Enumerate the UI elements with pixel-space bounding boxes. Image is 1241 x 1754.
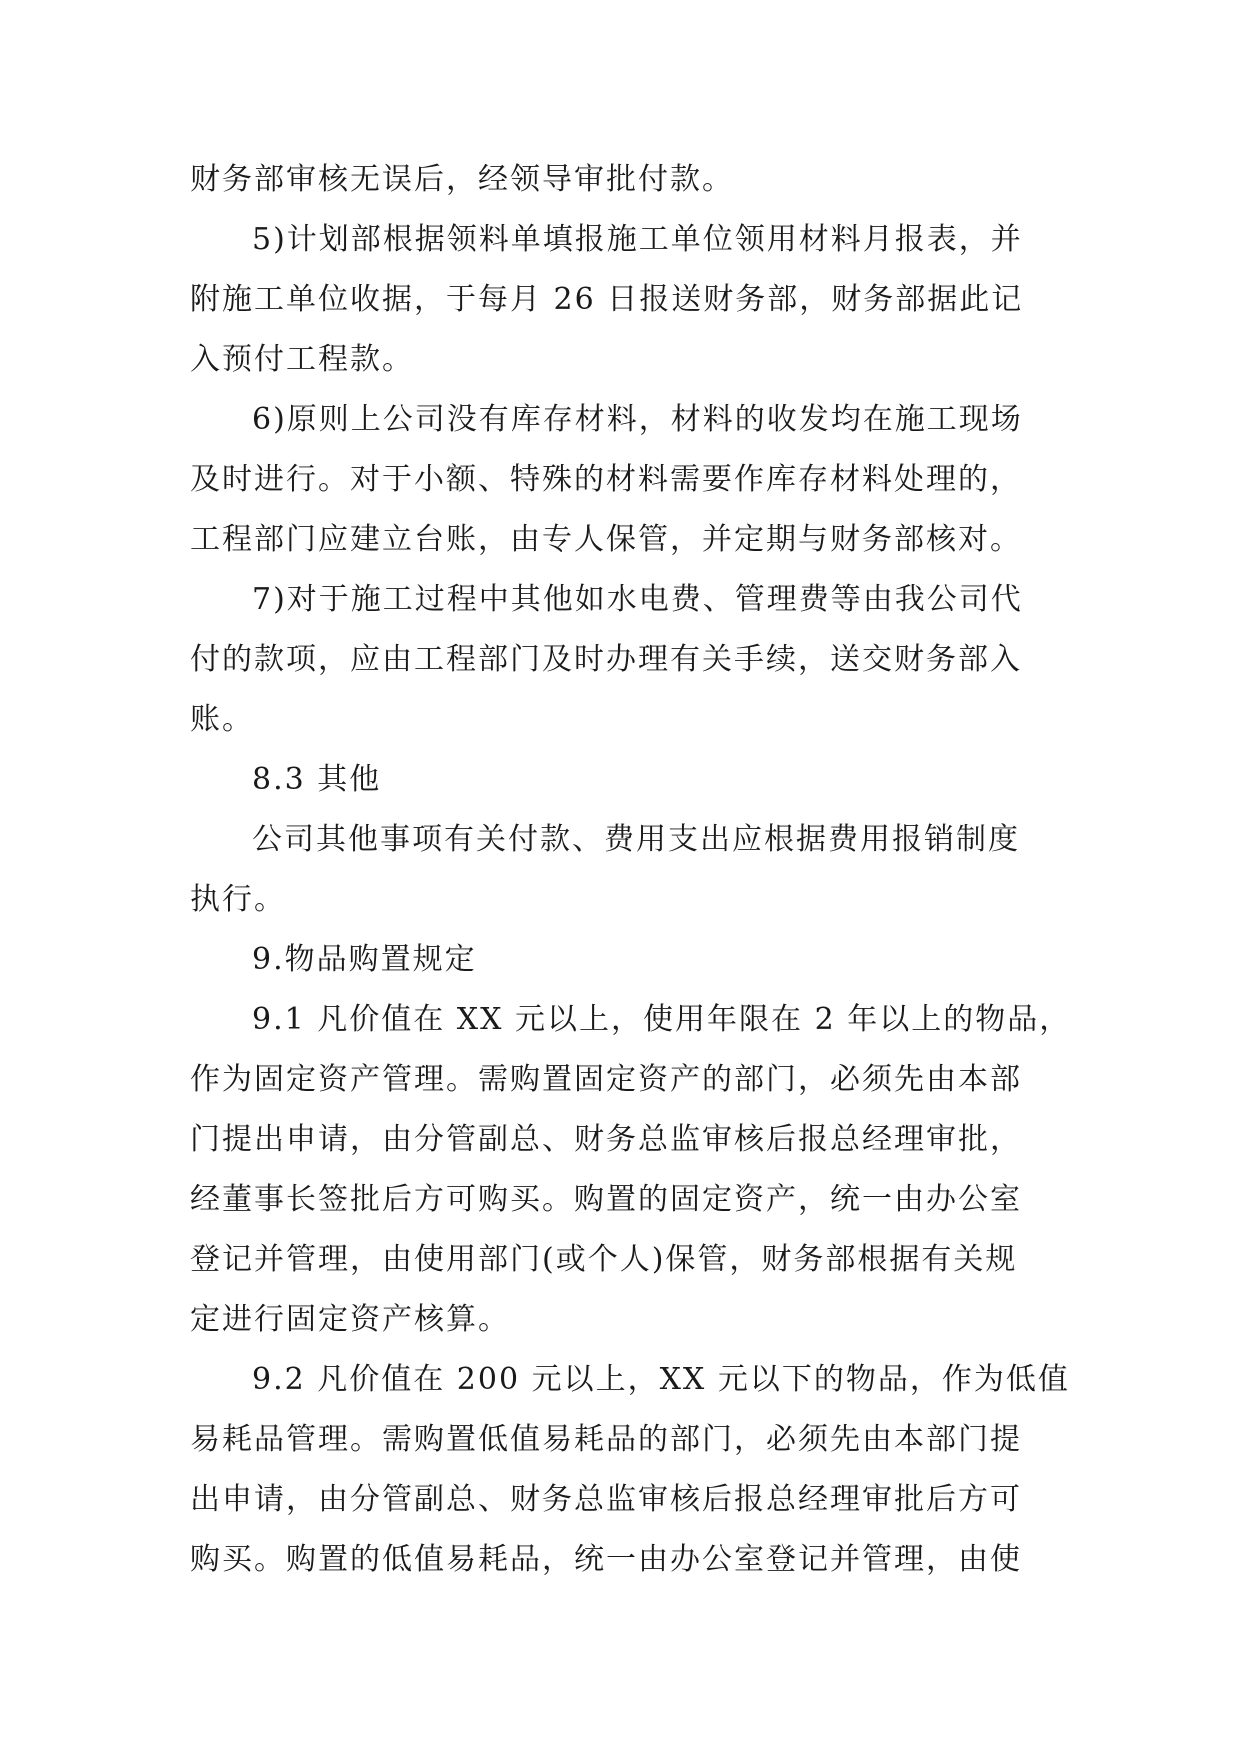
text-line: 作为固定资产管理。需购置固定资产的部门，必须先由本部 xyxy=(190,1062,1022,1097)
section-heading: 9.物品购置规定 xyxy=(252,942,477,977)
text-line: 6)原则上公司没有库存材料，材料的收发均在施工现场 xyxy=(252,402,1023,437)
text-line: 账。 xyxy=(190,702,254,737)
text-line: 出申请，由分管副总、财务总监审核后报总经理审批后方可 xyxy=(190,1482,1022,1517)
section-heading: 8.3 其他 xyxy=(252,762,382,797)
text-line: 7)对于施工过程中其他如水电费、管理费等由我公司代 xyxy=(252,582,1023,617)
text-line: 9.2 凡价值在 200 元以上，XX 元以下的物品，作为低值 xyxy=(252,1362,1070,1397)
text-line: 财务部审核无误后，经领导审批付款。 xyxy=(190,162,734,197)
text-line: 5)计划部根据领料单填报施工单位领用材料月报表，并 xyxy=(252,222,1023,257)
text-line: 定进行固定资产核算。 xyxy=(190,1302,510,1337)
text-line: 9.1 凡价值在 XX 元以上，使用年限在 2 年以上的物品， xyxy=(252,1002,1072,1037)
text-line: 执行。 xyxy=(190,882,286,917)
document-body xyxy=(190,150,1072,1590)
text-line: 入预付工程款。 xyxy=(190,342,414,377)
text-line: 登记并管理，由使用部门(或个人)保管，财务部根据有关规 xyxy=(190,1242,1018,1277)
text-line: 公司其他事项有关付款、费用支出应根据费用报销制度 xyxy=(252,822,1020,857)
text-line: 易耗品管理。需购置低值易耗品的部门，必须先由本部门提 xyxy=(190,1422,1022,1457)
text-line: 门提出申请，由分管副总、财务总监审核后报总经理审批， xyxy=(190,1122,1022,1157)
text-line: 购买。购置的低值易耗品，统一由办公室登记并管理，由使 xyxy=(190,1542,1022,1577)
text-line: 付的款项，应由工程部门及时办理有关手续，送交财务部入 xyxy=(190,642,1022,677)
text-line: 工程部门应建立台账，由专人保管，并定期与财务部核对。 xyxy=(190,522,1022,557)
text-line: 附施工单位收据，于每月 26 日报送财务部，财务部据此记 xyxy=(190,282,1024,317)
text-line: 经董事长签批后方可购买。购置的固定资产，统一由办公室 xyxy=(190,1182,1022,1217)
text-line: 及时进行。对于小额、特殊的材料需要作库存材料处理的， xyxy=(190,462,1022,497)
